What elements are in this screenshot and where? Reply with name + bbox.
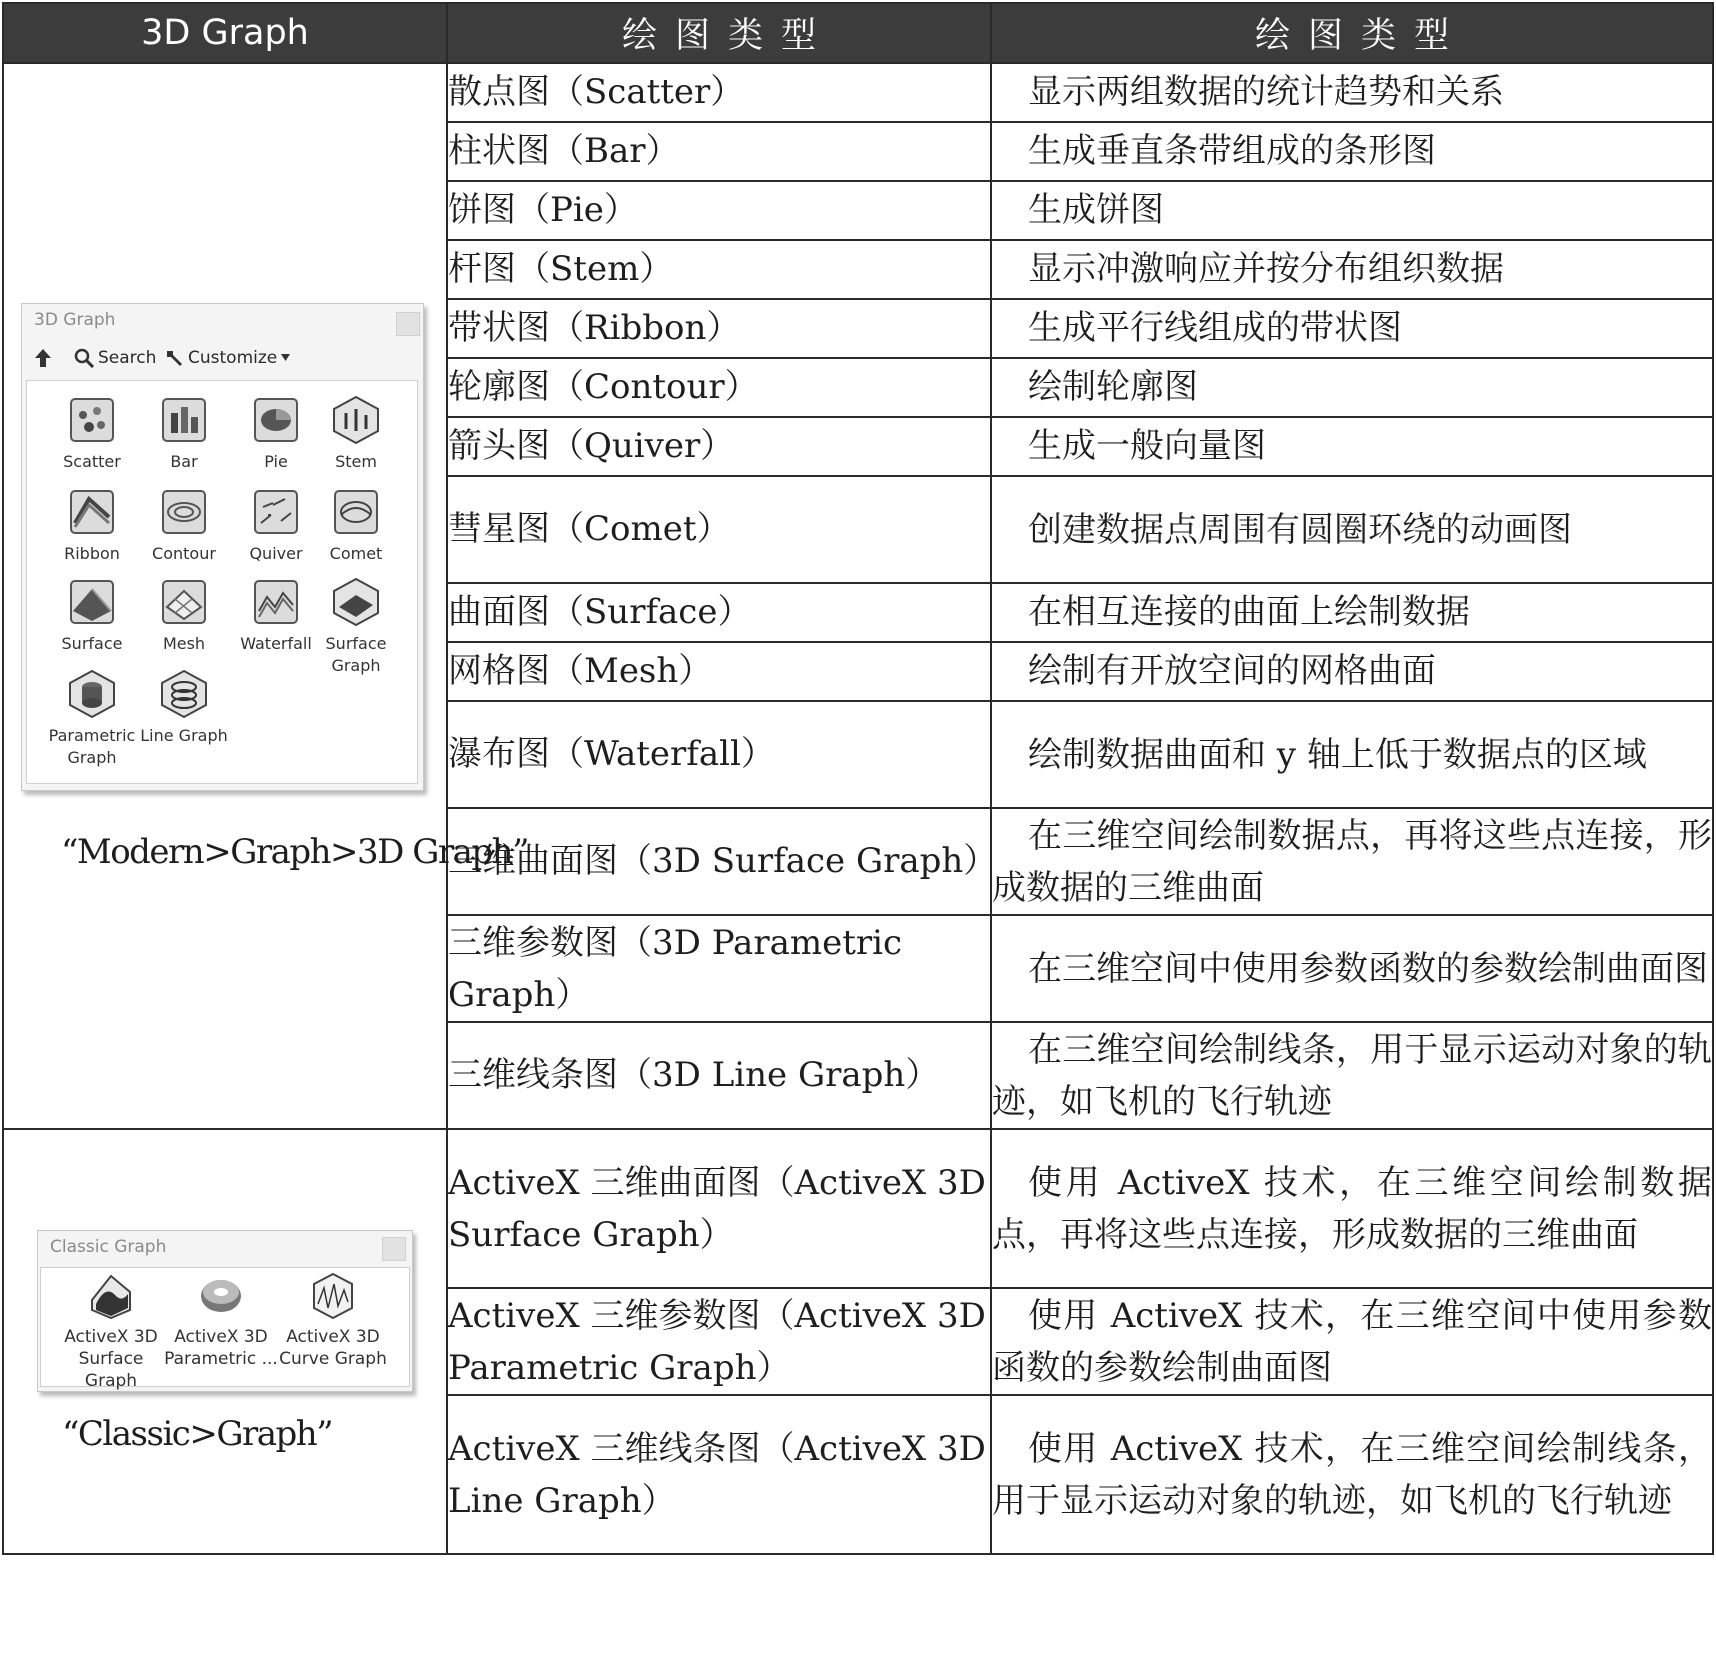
palette-item-label: Surface Graph [325, 634, 387, 675]
palette-item-surface[interactable] [45, 577, 139, 655]
desc-text: 在相互连接的曲面上绘制数据 [1028, 592, 1470, 632]
waterfall-icon [251, 577, 301, 627]
classic-item-line1: ActiveX 3D [174, 1327, 268, 1347]
desc-text: 绘制有开放空间的网格曲面 [1028, 651, 1436, 691]
desc-cell [991, 240, 1713, 299]
wrench-icon [164, 348, 184, 368]
classic-item-line2: Surface Graph [78, 1349, 144, 1391]
palette-title: Classic Graph [50, 1237, 167, 1257]
desc-text: 显示两组数据的统计趋势和关系 [1028, 72, 1504, 112]
desc-text: 使用 ActiveX 技术，在三维空间绘制数据点，再将这些点连接，形成数据的三维曲面 [992, 1162, 1712, 1255]
classic-palette-cell [3, 1129, 447, 1554]
desc-cell [991, 642, 1713, 701]
modern-caption: “Modern>Graph>3D Graph” [61, 832, 528, 872]
activex-surface-icon [86, 1270, 136, 1320]
type-cell: 柱状图（Bar） [447, 122, 991, 181]
line-graph-icon [159, 669, 209, 719]
mesh-icon [159, 577, 209, 627]
palette-item-bar[interactable] [137, 395, 231, 473]
desc-text: 绘制数据曲面和 y 轴上低于数据点的区域 [1028, 734, 1647, 775]
palette-icons-pane [40, 1267, 410, 1391]
type-cell: 三维参数图（3D Parametric Graph） [447, 915, 991, 1022]
ribbon-icon [67, 487, 117, 537]
palette-item-contour[interactable] [137, 487, 231, 565]
palette-item-label: Stem [335, 452, 377, 471]
palette-item-mesh[interactable] [137, 577, 231, 655]
contour-icon [159, 487, 209, 537]
palette-item-label: Pie [264, 452, 288, 471]
classic-item-line1: ActiveX 3D [64, 1327, 158, 1347]
desc-text: 在三维空间绘制数据点，再将这些点连接，形成数据的三维曲面 [992, 815, 1712, 908]
type-cell: 箭头图（Quiver） [447, 417, 991, 476]
type-cell: ActiveX 三维曲面图（ActiveX 3D Surface Graph） [447, 1129, 991, 1288]
palette-item-label: Line Graph [140, 726, 228, 745]
desc-text: 使用 ActiveX 技术，在三维空间绘制线条，用于显示运动对象的轨迹，如飞机的飞行轨迹 [992, 1428, 1712, 1521]
desc-text: 生成饼图 [1028, 190, 1164, 230]
palette-item-comet[interactable] [309, 487, 403, 565]
up-arrow-icon [34, 348, 52, 368]
classic-item-line2: Curve Graph [279, 1349, 387, 1369]
classic-item-3[interactable] [273, 1270, 393, 1370]
classic-item-line1: ActiveX 3D [286, 1327, 380, 1347]
search-icon [74, 348, 94, 368]
search-label: Search [98, 348, 157, 368]
comet-icon [331, 487, 381, 537]
desc-cell [991, 476, 1713, 583]
classic-caption: “Classic>Graph” [62, 1414, 333, 1454]
palette-item-line-graph[interactable] [137, 669, 231, 747]
type-cell: 曲面图（Surface） [447, 583, 991, 642]
desc-cell [991, 122, 1713, 181]
palette-title: 3D Graph [34, 310, 116, 330]
stem-icon [331, 395, 381, 445]
desc-text: 绘制轮廓图 [1028, 367, 1198, 407]
palette-item-label: Comet [329, 544, 383, 563]
desc-cell [991, 583, 1713, 642]
palette-item-label: Contour [152, 544, 216, 563]
table-row [3, 1129, 1713, 1288]
bar-icon [159, 395, 209, 445]
close-icon[interactable] [382, 1237, 406, 1261]
surface-icon [67, 577, 117, 627]
type-cell: 带状图（Ribbon） [447, 299, 991, 358]
type-cell: 轮廓图（Contour） [447, 358, 991, 417]
palette-item-label: Bar [170, 452, 198, 471]
desc-cell [991, 1288, 1713, 1395]
desc-cell [991, 63, 1713, 122]
palette-item-scatter[interactable] [45, 395, 139, 473]
activex-curve-icon [308, 1270, 358, 1320]
type-cell: 杆图（Stem） [447, 240, 991, 299]
desc-cell [991, 417, 1713, 476]
desc-text: 生成平行线组成的带状图 [1028, 308, 1402, 348]
palette-icons-pane [26, 380, 418, 784]
desc-text: 使用 ActiveX 技术，在三维空间中使用参数函数的参数绘制曲面图 [992, 1295, 1712, 1388]
desc-text: 在三维空间中使用参数函数的参数绘制曲面图 [1028, 948, 1708, 989]
desc-cell [991, 1022, 1713, 1129]
palette-item-ribbon[interactable] [45, 487, 139, 565]
desc-text: 在三维空间绘制线条，用于显示运动对象的轨迹，如飞机的飞行轨迹 [992, 1029, 1712, 1122]
close-icon[interactable] [396, 312, 420, 336]
classic-item-2[interactable] [161, 1270, 281, 1370]
search-button[interactable] [74, 348, 156, 368]
dropdown-arrow-icon [281, 354, 290, 362]
quiver-icon [251, 487, 301, 537]
header-row [3, 3, 1713, 63]
palette-item-surface-graph[interactable] [309, 577, 403, 677]
desc-cell [991, 1129, 1713, 1288]
desc-cell [991, 701, 1713, 808]
type-cell: 三维曲面图（3D Surface Graph） [447, 808, 991, 915]
header-graph-type: 绘图类型 [447, 3, 991, 63]
palette-item-label: Surface [61, 634, 123, 653]
desc-text: 显示冲激响应并按分布组织数据 [1028, 249, 1504, 289]
desc-text: 创建数据点周围有圆圈环绕的动画图 [1028, 509, 1572, 550]
customize-label: Customize [188, 348, 278, 368]
type-cell: ActiveX 三维线条图（ActiveX 3D Line Graph） [447, 1395, 991, 1554]
pie-icon [251, 395, 301, 445]
header-3d-graph: 3D Graph [3, 3, 447, 63]
type-cell: 彗星图（Comet） [447, 476, 991, 583]
palette-toolbar [22, 348, 423, 378]
classic-item-1[interactable] [51, 1270, 171, 1392]
classic-item-line2: Parametric ... [164, 1349, 278, 1369]
table-row [3, 63, 1713, 122]
palette-item-label: Quiver [249, 544, 303, 563]
palette-item-label: Parametric Graph [48, 726, 136, 767]
desc-text: 生成垂直条带组成的条形图 [1028, 131, 1436, 171]
type-cell: 饼图（Pie） [447, 181, 991, 240]
desc-cell [991, 915, 1713, 1022]
modern-3d-graph-palette [21, 303, 424, 791]
type-cell: 三维线条图（3D Line Graph） [447, 1022, 991, 1129]
surface-graph-icon [331, 577, 381, 627]
desc-cell [991, 181, 1713, 240]
customize-button[interactable] [164, 348, 290, 368]
header-graph-type-2: 绘图类型 [991, 3, 1713, 63]
parametric-graph-icon [67, 669, 117, 719]
palette-item-label: Ribbon [64, 544, 120, 563]
up-arrow-button[interactable] [34, 348, 52, 368]
palette-item-stem[interactable] [309, 395, 403, 473]
type-cell: 网格图（Mesh） [447, 642, 991, 701]
classic-graph-palette [37, 1230, 413, 1392]
palette-item-label: Waterfall [240, 634, 312, 653]
scatter-icon [67, 395, 117, 445]
desc-text: 生成一般向量图 [1028, 426, 1266, 466]
desc-cell [991, 1395, 1713, 1554]
palette-item-label: Mesh [162, 634, 206, 653]
modern-palette-cell [3, 63, 528, 1129]
type-cell: ActiveX 三维参数图（ActiveX 3D Parametric Graph） [447, 1288, 991, 1395]
palette-item-label: Scatter [63, 452, 121, 471]
activex-parametric-icon [196, 1270, 246, 1320]
palette-item-parametric-graph[interactable] [45, 669, 139, 769]
graph-types-table [2, 2, 1714, 1555]
desc-cell [991, 358, 1713, 417]
type-cell: 瀑布图（Waterfall） [447, 701, 991, 808]
desc-cell [991, 808, 1713, 915]
type-cell: 散点图（Scatter） [447, 63, 991, 122]
desc-cell [991, 299, 1713, 358]
